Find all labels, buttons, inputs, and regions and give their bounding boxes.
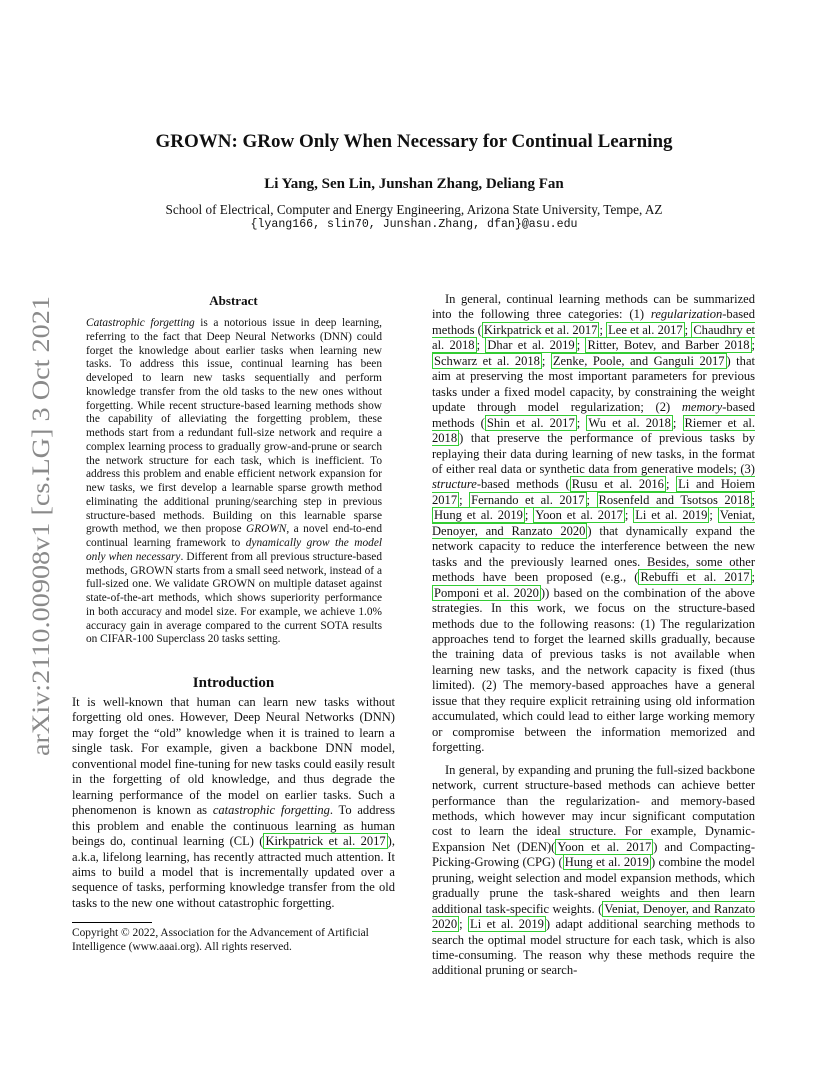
- body-text: -based methods (: [476, 477, 570, 492]
- category-term: regularization: [650, 307, 723, 322]
- citation-link[interactable]: Dhar et al. 2019: [487, 338, 575, 353]
- citation-link[interactable]: Fernando et al. 2017: [471, 492, 585, 507]
- paper-title: GROWN: GRow Only When Necessary for Continual Learning: [155, 131, 673, 152]
- category-term: memory: [681, 400, 723, 415]
- abstract-text: is a notorious issue in deep learning, referring to the fact that Deep Neural Networks (DNN) could forget the knowledge about earlier tasks when learning new tasks. To address this issue, continual learning has been developed to learn new tasks sequentially and perform knowledge transfer from the old tasks to the new ones without forgetting. While recent structure-based learning methods show the capability of alleviating the forgetting problem, these methods start from a redundant full-size network and require a complex learning process to gradually grow-and-prune or search the network structure for each task, which is inefficient. To address this problem and enable efficient network expansion for new tasks, we first develop a learnable sparse growth method eliminating the additional pruning/searching step in previous structure-based methods. Building on this learnable sparse growth method, we then propose: [86, 317, 383, 536]
- body-text: ) adapt additional searching methods to search the optimal model structure for each task, which is also time-consuming. The reason why these methods require the additional pruning or search-: [432, 917, 755, 978]
- separator: ;: [576, 415, 587, 430]
- body-text: In general, continual learning methods can be summarized into the following three categories: (1): [432, 292, 755, 322]
- separator: ;: [459, 917, 469, 932]
- separator: ;: [684, 322, 692, 337]
- citation-link[interactable]: Li et al. 2019: [470, 917, 544, 932]
- arxiv-side-stamp: [18, 296, 58, 756]
- introduction-heading: Introduction: [192, 675, 275, 691]
- paper-authors: Li Yang, Sen Lin, Junshan Zhang, Deliang Fan: [264, 176, 564, 192]
- footnote-rule: [72, 922, 152, 923]
- intro-text: ), a.k.a, lifelong learning, has recently attracted much attention. It aims to build a model that is incrementally updated over a sequence of tasks, performing knowledge transfer from the old tasks to the new one without catastrophic forgetting.: [72, 834, 395, 910]
- intro-key-term: catastrophic forgetting: [212, 803, 330, 818]
- separator: ;: [751, 338, 755, 353]
- abstract-text: , a novel end-to-end continual learning framework to: [86, 523, 382, 549]
- citation-link[interactable]: Hung et al. 2019: [564, 855, 649, 870]
- copyright-footnote: Copyright © 2022, Association for the Advancement of Artificial Intelligence (www.aaai.org). All rights reserved.: [72, 927, 369, 953]
- abstract-body: [86, 317, 382, 647]
- citation-link[interactable]: Yoon et al. 2017: [535, 508, 623, 523]
- introduction-paragraph: [72, 695, 395, 911]
- abstract-key-phrase: dynamically grow the model only when necessary: [86, 537, 383, 563]
- arxiv-stamp-graphic: [18, 296, 58, 756]
- body-text: -based methods (: [432, 307, 755, 337]
- separator: ;: [586, 492, 597, 507]
- citation-link[interactable]: Rusu et al. 2016: [571, 477, 664, 492]
- citation-link[interactable]: Shin et al. 2017: [486, 415, 575, 430]
- citation-link[interactable]: Ritter, Botev, and Barber 2018: [587, 338, 750, 353]
- body-text: ) combine the model pruning, weight selection and model expansion methods, which gradually prune the task-shared weights and then learn additional task-specific weights. (: [432, 855, 756, 916]
- introduction-body: [72, 695, 395, 911]
- right-column: [432, 292, 755, 979]
- separator: ;: [751, 570, 755, 585]
- citation-link[interactable]: Rebuffi et al. 2017: [640, 570, 750, 585]
- arxiv-stamp-text: arXiv:2110.00908v1 [cs.LG] 3 Oct 2021: [28, 348, 55, 756]
- abstract-lead-term: Catastrophic forgetting: [86, 317, 195, 329]
- citation-link[interactable]: Li et al. 2019: [635, 508, 708, 523]
- abstract-heading: Abstract: [209, 293, 258, 308]
- citation-link[interactable]: Kirkpatrick et al. 2017: [483, 322, 598, 337]
- citation-link[interactable]: Yoon et al. 2017: [557, 839, 652, 854]
- intro-text: . To address this problem and enable the continuous learning as human beings do, continual learning (CL) (: [72, 803, 395, 849]
- paper-emails: {lyang166, slin70, Junshan.Zhang, dfan}@asu.edu: [250, 218, 578, 231]
- separator: ;: [709, 508, 718, 523]
- abstract-text: . Different from all previous structure-based methods, GROWN starts from a small seed network, instead of a full-sized one. We validate GROWN on multiple dataset against state-of-the-art methods, which shows superiority performance in both accuracy and model size. For example, we achieve 1.0% accuracy gain in average compared to the current SOTA results on CIFAR-100 Superclass 20 tasks setting.: [86, 550, 382, 646]
- intro-text: It is well-known that human can learn new tasks without forgetting old ones. However, Deep Neural Networks (DNN) may forget the “old” knowledge when it is trained to learn a single task. For example, given a backbone DNN model, conventional model fine-tuning for new tasks could easily result in the forgetting of old knowledge, and thus degrade the learning performance of the model on earlier tasks. Such a phenomenon is known as: [72, 695, 395, 818]
- separator: ;: [576, 338, 586, 353]
- body-text: ) and Compacting-Picking-Growing (CPG) (: [432, 839, 755, 870]
- citation-link[interactable]: Wu et al. 2018: [588, 415, 671, 430]
- citation-link[interactable]: Riemer et al. 2018: [432, 415, 756, 446]
- citation-link[interactable]: Lee et al. 2017: [608, 322, 683, 337]
- citation-link[interactable]: Zenke, Poole, and Ganguli 2017: [552, 353, 725, 368]
- category-term: structure: [432, 477, 477, 492]
- body-text: In general, by expanding and pruning the full-sized backbone network, current structure-based methods can achieve better performance than the regularization- and memory-based methods, which however may incur significant computation cost to learn the ideal structure. For example, Dynamic-Expansion Net (DEN)(: [432, 762, 755, 854]
- body-text: ) that dynamically expand the network capacity to reduce the interference between the new tasks and the previously learned ones. Besides, some other methods have been proposed (e.g., (: [432, 523, 756, 585]
- citation-link[interactable]: Li and Hoiem 2017: [432, 477, 755, 507]
- separator: ;: [541, 353, 551, 368]
- separator: ;: [672, 415, 683, 430]
- related-work-paragraph: [432, 292, 755, 756]
- separator: ;: [476, 338, 486, 353]
- paper-affiliation: School of Electrical, Computer and Energy Engineering, Arizona State University, Tempe, AZ: [165, 202, 663, 217]
- separator: ;: [624, 508, 634, 523]
- body-text: ) that aim at preserving the most important parameters for previous tasks under a fixed model capacity, by constraining the weight update through model regularization; (2): [432, 353, 755, 415]
- body-text: ) that preserve the performance of previous tasks by replaying their data during learning of new tasks, in the format of either real data or synthetic data from generative models; (3): [432, 431, 755, 476]
- separator: ;: [751, 492, 755, 507]
- body-text: -based methods (: [432, 400, 755, 430]
- citation-link[interactable]: Rosenfeld and Tsotsos 2018: [598, 492, 750, 507]
- citation-link[interactable]: Kirkpatrick et al. 2017: [265, 834, 386, 849]
- citation-link[interactable]: Veniat, Denoyer, and Ranzato 2020: [432, 901, 755, 932]
- citation-link[interactable]: Schwarz et al. 2018: [434, 353, 540, 368]
- separator: ;: [459, 492, 470, 507]
- citation-link[interactable]: Pomponi et al. 2020: [434, 585, 539, 600]
- citation-link[interactable]: Hung et al. 2019: [434, 508, 523, 523]
- structure-methods-paragraph: [432, 763, 755, 979]
- citation-link[interactable]: Veniat, Denoyer, and Ranzato 2020: [432, 508, 755, 538]
- abstract-method-name: GROWN: [246, 523, 287, 536]
- citation-link[interactable]: Chaudhry et al. 2018: [432, 322, 755, 353]
- body-text: )) based on the combination of the above strategies. In this work, we focus on the structure-based methods due to the following reasons: (1) The regularization approaches tend to forget the learned skills gradually, because the training data of previous tasks is not available when learning new tasks, and the network capacity is fixed (thus limited). (2) The memory-based approaches have a general issue that they require explicit retraining using old information accumulated, which could lead to either large working memory or compromise between the information memorized and forgetting.: [432, 585, 755, 755]
- separator: ;: [599, 322, 607, 337]
- separator: ;: [524, 508, 534, 523]
- separator: ;: [665, 477, 677, 492]
